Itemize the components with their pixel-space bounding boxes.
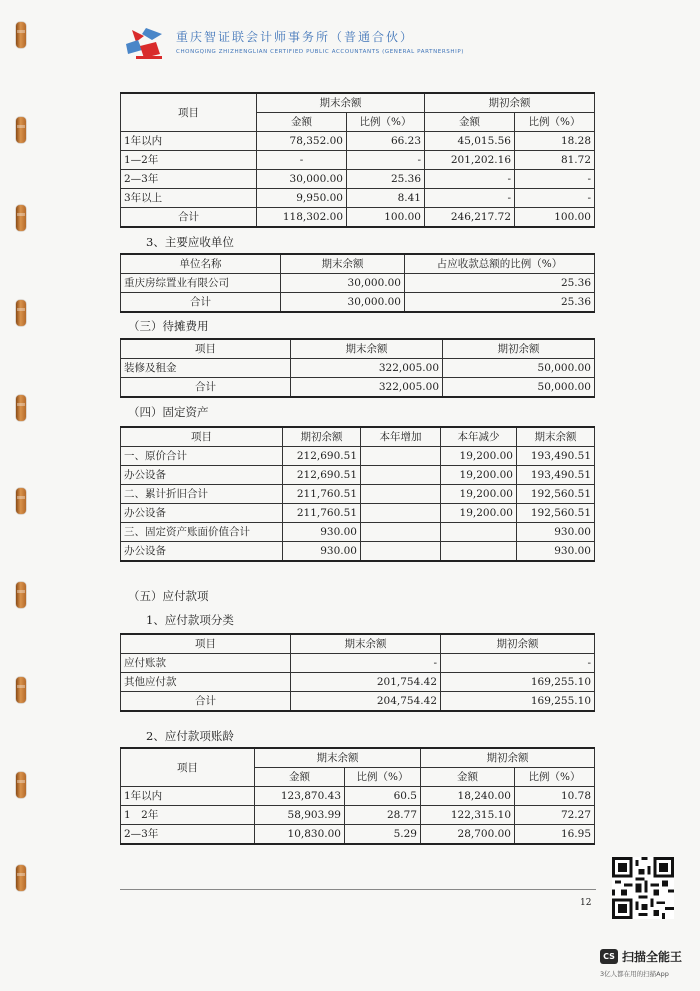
cell-ratio: 25.36 (405, 293, 595, 313)
cell-end-amount: 322,005.00 (291, 359, 443, 378)
cell-begin: 212,690.51 (283, 466, 361, 485)
table-row (121, 523, 595, 542)
table-row (121, 170, 595, 189)
table-row (121, 825, 595, 845)
cell-begin-amount: - (425, 170, 515, 189)
table-row (121, 673, 595, 692)
table-row (121, 151, 595, 170)
column-header-item: 项目 (121, 634, 291, 654)
row-label: 1 2年 (121, 806, 255, 825)
row-label: 2—3年 (121, 170, 257, 189)
column-header-end-balance: 期末余额 (257, 93, 425, 113)
section-title: （三）待摊费用 (128, 319, 209, 333)
cell-decrease: 19,200.00 (441, 447, 517, 466)
row-label: 合计 (121, 378, 291, 398)
cell-begin-amount: 18,240.00 (421, 787, 515, 806)
row-label: 装修及租金 (121, 359, 291, 378)
cell-end-amount: 30,000.00 (281, 293, 405, 313)
cell-end: 192,560.51 (517, 485, 595, 504)
total-row (121, 208, 595, 228)
binding-tab (16, 865, 26, 891)
row-label: 1—2年 (121, 151, 257, 170)
cell-end-ratio: 25.36 (347, 170, 425, 189)
column-header-end-balance: 期末余额 (255, 748, 421, 768)
cell-end-amount: 9,950.00 (257, 189, 347, 208)
payables-aging-table (120, 747, 595, 845)
fixed-assets-table (120, 426, 595, 562)
row-label: 二、累计折旧合计 (121, 485, 283, 504)
cell-decrease: 19,200.00 (441, 504, 517, 523)
column-header-end-balance: 期末余额 (291, 634, 441, 654)
cell-increase (361, 466, 441, 485)
table-row (121, 447, 595, 466)
cell-end-amount: - (291, 654, 441, 673)
table-row (121, 274, 595, 293)
cell-begin-ratio: 72.27 (515, 806, 595, 825)
column-header-begin-balance: 期初余额 (443, 339, 595, 359)
column-header-ratio: 比例（%） (347, 113, 425, 132)
cell-end-amount: 118,302.00 (257, 208, 347, 228)
table-row (121, 504, 595, 523)
table-row (121, 189, 595, 208)
column-header-begin-balance: 期初余额 (425, 93, 595, 113)
column-header-decrease: 本年减少 (441, 427, 517, 447)
row-label: 重庆房综置业有限公司 (121, 274, 281, 293)
cell-begin: 211,760.51 (283, 485, 361, 504)
section-title: （四）固定资产 (128, 405, 209, 419)
table-row (121, 542, 595, 562)
cell-ratio: 25.36 (405, 274, 595, 293)
cell-end-amount: 30,000.00 (257, 170, 347, 189)
cell-begin-amount: 28,700.00 (421, 825, 515, 845)
column-header-name: 单位名称 (121, 254, 281, 274)
cell-begin: 212,690.51 (283, 447, 361, 466)
cell-end-ratio: 8.41 (347, 189, 425, 208)
cell-begin-ratio: 10.78 (515, 787, 595, 806)
cell-begin-ratio: - (515, 170, 595, 189)
cell-increase (361, 447, 441, 466)
column-header-increase: 本年增加 (361, 427, 441, 447)
row-label: 合计 (121, 208, 257, 228)
cell-begin-amount: 50,000.00 (443, 359, 595, 378)
camscanner-logo-icon: CS (600, 949, 618, 964)
row-label: 三、固定资产账面价值合计 (121, 523, 283, 542)
binding-tab (16, 22, 26, 48)
section-subtitle: 1、应付款项分类 (146, 613, 234, 627)
column-header-begin-balance: 期初余额 (421, 748, 595, 768)
cell-begin-ratio: 81.72 (515, 151, 595, 170)
binding-tab (16, 117, 26, 143)
cell-end-ratio: - (347, 151, 425, 170)
cell-begin-amount: 122,315.10 (421, 806, 515, 825)
section-subtitle: 2、应付款项账龄 (146, 729, 234, 743)
row-label: 办公设备 (121, 504, 283, 523)
column-header-item: 项目 (121, 93, 257, 132)
cell-increase (361, 542, 441, 562)
total-row (121, 378, 595, 398)
column-header-amount: 金额 (257, 113, 347, 132)
cell-end-amount: - (257, 151, 347, 170)
cell-end-ratio: 66.23 (347, 132, 425, 151)
column-header-ratio: 比例（%） (515, 113, 595, 132)
column-header-ratio: 比例（%） (515, 768, 595, 787)
cell-end-amount: 204,754.42 (291, 692, 441, 712)
row-label: 2—3年 (121, 825, 255, 845)
firm-name-english: CHONGQING ZHIZHENGLIAN CERTIFIED PUBLIC ACCOUNTANTS (GENERAL PARTNERSHIP) (176, 49, 465, 55)
total-row (121, 293, 595, 313)
cell-decrease (441, 542, 517, 562)
receivable-aging-table (120, 92, 595, 228)
column-header-end-balance: 期末余额 (291, 339, 443, 359)
cell-increase (361, 523, 441, 542)
binding-tab (16, 395, 26, 421)
binding-tab (16, 582, 26, 608)
table-row (121, 359, 595, 378)
qr-code-icon (612, 857, 674, 919)
cell-end-amount: 201,754.42 (291, 673, 441, 692)
row-label: 合计 (121, 692, 291, 712)
row-label: 3年以上 (121, 189, 257, 208)
cell-begin-amount: - (441, 654, 595, 673)
cell-end: 193,490.51 (517, 447, 595, 466)
row-label: 其他应付款 (121, 673, 291, 692)
column-header-end-balance: 期末余额 (281, 254, 405, 274)
letterhead (122, 20, 562, 70)
column-header-amount: 金额 (425, 113, 515, 132)
major-debtors-table (120, 253, 595, 313)
column-header-ratio: 占应收款总额的比例（%） (405, 254, 595, 274)
table-row (121, 806, 595, 825)
cell-end-amount: 10,830.00 (255, 825, 345, 845)
row-label: 合计 (121, 293, 281, 313)
cell-end: 930.00 (517, 523, 595, 542)
cell-end-ratio: 5.29 (345, 825, 421, 845)
binding-tab (16, 772, 26, 798)
cell-increase (361, 504, 441, 523)
table-row (121, 466, 595, 485)
cell-begin-amount: 50,000.00 (443, 378, 595, 398)
table-row (121, 787, 595, 806)
row-label: 一、原价合计 (121, 447, 283, 466)
cell-end-amount: 322,005.00 (291, 378, 443, 398)
cell-end: 192,560.51 (517, 504, 595, 523)
table-row (121, 132, 595, 151)
cell-begin-amount: - (425, 189, 515, 208)
row-label: 1年以内 (121, 787, 255, 806)
cell-begin-amount: 201,202.16 (425, 151, 515, 170)
cell-end-amount: 30,000.00 (281, 274, 405, 293)
payables-table (120, 633, 595, 712)
column-header-end-balance: 期末余额 (517, 427, 595, 447)
row-label: 办公设备 (121, 466, 283, 485)
cell-end-amount: 58,903.99 (255, 806, 345, 825)
row-label: 1年以内 (121, 132, 257, 151)
cell-begin: 211,760.51 (283, 504, 361, 523)
binding-tab (16, 677, 26, 703)
table-row (121, 654, 595, 673)
column-header-amount: 金额 (421, 768, 515, 787)
cell-decrease: 19,200.00 (441, 485, 517, 504)
binding-tab (16, 205, 26, 231)
cell-end-amount: 123,870.43 (255, 787, 345, 806)
cell-increase (361, 485, 441, 504)
binding-tab (16, 300, 26, 326)
scanner-app-tagline: 3亿人都在用的扫描App (600, 970, 669, 978)
cell-begin-ratio: - (515, 189, 595, 208)
firm-logo-icon (122, 26, 168, 62)
cell-end-ratio: 28.77 (345, 806, 421, 825)
cell-decrease: 19,200.00 (441, 466, 517, 485)
column-header-item: 项目 (121, 427, 283, 447)
section-title: （五）应付款项 (128, 589, 209, 603)
page-number: 12 (580, 898, 592, 908)
cell-end-amount: 78,352.00 (257, 132, 347, 151)
column-header-ratio: 比例（%） (345, 768, 421, 787)
cell-begin: 930.00 (283, 542, 361, 562)
cell-begin-amount: 45,015.56 (425, 132, 515, 151)
column-header-item: 项目 (121, 339, 291, 359)
total-row (121, 692, 595, 712)
cell-end: 193,490.51 (517, 466, 595, 485)
row-label: 办公设备 (121, 542, 283, 562)
cell-begin-amount: 169,255.10 (441, 673, 595, 692)
cell-begin: 930.00 (283, 523, 361, 542)
table-row (121, 485, 595, 504)
cell-begin-amount: 246,217.72 (425, 208, 515, 228)
cell-end-ratio: 100.00 (347, 208, 425, 228)
column-header-amount: 金额 (255, 768, 345, 787)
cell-begin-amount: 169,255.10 (441, 692, 595, 712)
scanner-app-name: 扫描全能王 (622, 950, 683, 964)
footer-divider (120, 889, 596, 890)
firm-name: 重庆智证联会计师事务所（普通合伙） (176, 30, 415, 44)
section-title: 3、主要应收单位 (146, 235, 234, 249)
row-label: 应付账款 (121, 654, 291, 673)
binding-tab (16, 488, 26, 514)
cell-begin-ratio: 16.95 (515, 825, 595, 845)
column-header-item: 项目 (121, 748, 255, 787)
column-header-begin-balance: 期初余额 (283, 427, 361, 447)
cell-end-ratio: 60.5 (345, 787, 421, 806)
cell-begin-ratio: 18.28 (515, 132, 595, 151)
column-header-begin-balance: 期初余额 (441, 634, 595, 654)
cell-decrease (441, 523, 517, 542)
deferred-expenses-table (120, 338, 595, 398)
cell-end: 930.00 (517, 542, 595, 562)
cell-begin-ratio: 100.00 (515, 208, 595, 228)
